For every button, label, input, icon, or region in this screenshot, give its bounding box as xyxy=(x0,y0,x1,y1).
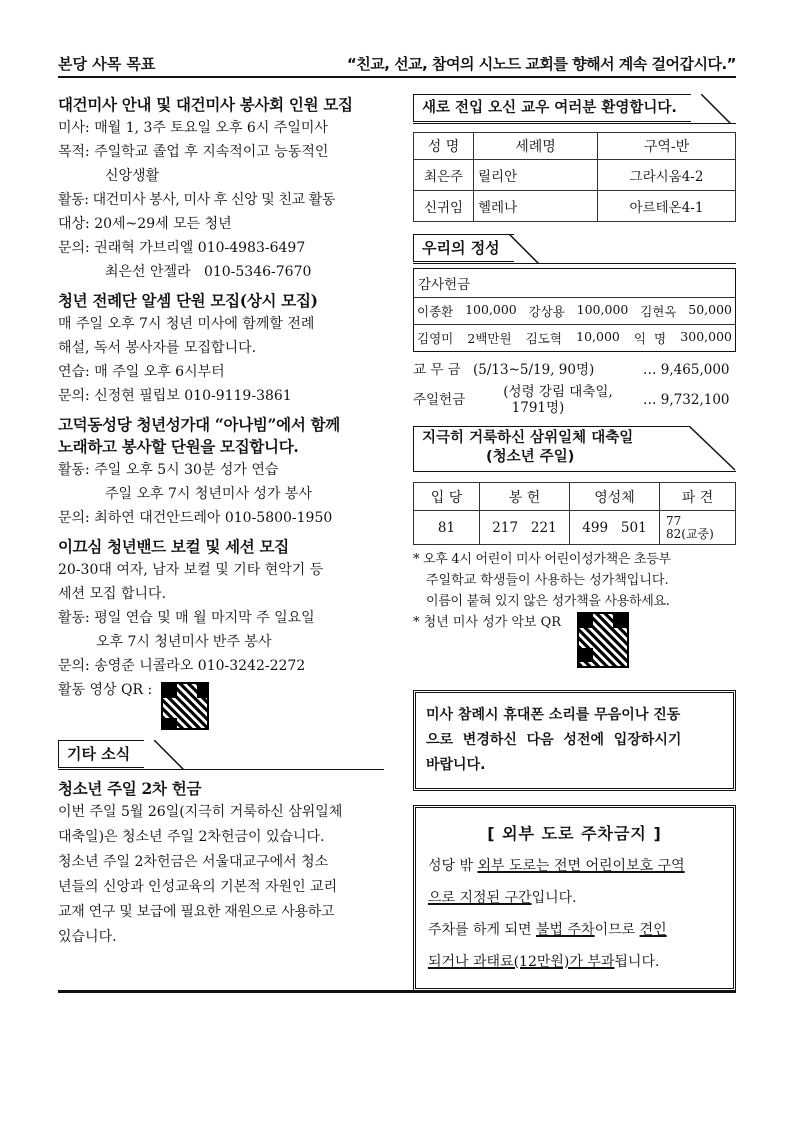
parking-line xyxy=(428,850,721,882)
section-youth-band xyxy=(58,536,384,730)
bottom-rule xyxy=(58,990,736,993)
sunday-detail-line: 1791명) xyxy=(511,400,565,416)
donor-name: 김도혁 xyxy=(525,331,562,346)
section-daegeon-mass xyxy=(58,94,384,284)
kyomu-value: … 9,465,000 xyxy=(643,362,730,378)
donor-name: 강상용 xyxy=(528,304,565,319)
table-cell: 499 501 xyxy=(570,511,660,545)
text-line: 문의: 신정현 필립보 010-9119-3861 xyxy=(58,388,292,404)
notice-line: 바랍니다. xyxy=(426,757,486,773)
offering-tag xyxy=(413,234,736,264)
section-title: 노래하고 봉사할 단원을 모집합니다. xyxy=(58,437,299,456)
thanks-row xyxy=(414,298,735,325)
parking-emph: 으로 지정된 구간 xyxy=(428,890,532,906)
sunday-offering-row xyxy=(413,384,736,416)
text-line: 이번 주일 5월 26일(지극히 거룩하신 삼위일체 xyxy=(58,804,343,820)
text-line: 활동: 주일 오후 5시 30분 성가 연습 xyxy=(58,462,279,478)
text-line: 연습: 매 주일 오후 6시부터 xyxy=(58,364,225,380)
table-header: 구역-반 xyxy=(598,133,736,160)
notes xyxy=(413,549,736,674)
donor-amount: 100,000 xyxy=(576,302,629,317)
donor-name: 김현옥 xyxy=(640,304,677,319)
table-cell: 릴리안 xyxy=(474,160,598,191)
kyomu-label: 교 무 금 xyxy=(413,362,461,378)
thanks-title: 감사헌금 xyxy=(414,269,735,298)
table-row xyxy=(414,160,736,191)
sunday-value: … 9,732,100 xyxy=(643,392,730,408)
trinity-tag xyxy=(413,426,736,472)
parking-line xyxy=(428,914,721,946)
tag-label: 새로 전입 오신 교우 여러분 환영합니다. xyxy=(413,94,691,122)
page-header xyxy=(58,56,736,78)
section-title: 대건미사 안내 및 대건미사 봉사회 인원 모집 xyxy=(58,95,353,114)
text-line: 문의: 최하연 대건안드레아 010-5800-1950 xyxy=(58,510,333,526)
donor-amount: 2백만원 xyxy=(467,331,512,346)
left-column xyxy=(58,94,384,950)
table-header: 파 견 xyxy=(660,483,736,511)
note-qr-line xyxy=(413,612,736,674)
text-line: 주일 오후 7시 청년미사 성가 봉사 xyxy=(105,486,312,502)
table-header: 영성체 xyxy=(570,483,660,511)
parking-text: 이므로 xyxy=(594,922,640,938)
text-line: 오후 7시 청년미사 반주 봉사 xyxy=(96,634,272,650)
text-line: 세션 모집 합니다. xyxy=(58,586,167,602)
parking-text: 성당 밖 xyxy=(428,858,478,874)
table-header: 입 당 xyxy=(414,483,480,511)
parking-emph: 되거나 과태료(12만원)가 부과 xyxy=(428,954,615,970)
note-line: 이름이 붙혀 있지 않은 성가책을 사용하세요. xyxy=(426,594,670,609)
phone-notice xyxy=(413,690,736,791)
notice-line: 미사 참례시 휴대폰 소리를 무음이나 진동 xyxy=(426,707,681,723)
text-line: 최은선 안젤라 010-5346-7670 xyxy=(105,264,312,280)
header-left: 본당 사목 목표 xyxy=(58,55,156,73)
welcome-table xyxy=(413,132,736,222)
tag-slant-icon xyxy=(154,740,194,770)
text-line: 년들의 신앙과 인성교육의 기본적 자원인 교리 xyxy=(58,879,338,895)
note-line: * 오후 4시 어린이 미사 어린이성가책은 초등부 xyxy=(413,552,671,567)
parking-line xyxy=(428,882,721,914)
tag-label: 기타 소식 xyxy=(58,740,144,768)
sunday-label: 주일헌금 xyxy=(413,392,466,408)
donor-name: 이종환 xyxy=(417,304,454,319)
section-youth-offering xyxy=(58,778,384,950)
sunday-detail-line: (성령 강림 대축일, xyxy=(503,384,613,400)
table-header: 봉 헌 xyxy=(480,483,570,511)
text-line: 교재 연구 및 보급에 필요한 재원으로 사용하고 xyxy=(58,904,335,920)
tag-label xyxy=(413,426,689,472)
table-cell: 아르테온4-1 xyxy=(598,191,736,222)
donor-amount: 100,000 xyxy=(465,302,517,317)
kyomu-detail: (5/13~5/19, 90명) xyxy=(473,362,595,378)
cell-line: 82(교중) xyxy=(666,526,714,541)
qr-label: 활동 영상 QR : xyxy=(58,682,153,698)
section-youth-choir xyxy=(58,414,384,530)
donor-name: 익 명 xyxy=(634,331,667,346)
donor-name: 김영미 xyxy=(417,331,454,346)
section-title: 청년 전례단 알셈 단원 모집(상시 모집) xyxy=(58,291,318,310)
tag-slant-icon xyxy=(689,426,736,472)
qr-line xyxy=(58,678,384,730)
table-cell: 헬레나 xyxy=(474,191,598,222)
text-line: 있습니다. xyxy=(58,929,117,945)
table-cell: 최은주 xyxy=(414,160,474,191)
parking-line xyxy=(428,946,721,978)
notice-line: 으로 변경하신 다음 성전에 입장하시기 xyxy=(426,732,682,748)
text-line: 문의: 권래혁 가브리엘 010-4983-6497 xyxy=(58,240,306,256)
kyomu-row xyxy=(413,360,736,380)
parking-title: [ 외부 도로 주차금지 ] xyxy=(487,824,662,843)
text-line: 해설, 독서 봉사자를 모집합니다. xyxy=(58,340,257,356)
text-line: 활동: 대건미사 봉사, 미사 후 신앙 및 친교 활동 xyxy=(58,192,335,208)
qr-code-icon[interactable] xyxy=(577,612,629,668)
donor-amount: 10,000 xyxy=(576,329,620,344)
thanks-offering-box xyxy=(413,268,736,352)
text-line: 매 주일 오후 7시 청년 미사에 함께할 전례 xyxy=(58,316,315,332)
text-line: 대축일)은 청소년 주일 2차헌금이 있습니다. xyxy=(58,829,325,845)
section-youth-liturgy xyxy=(58,290,384,408)
note-line: 주일학교 학생들이 사용하는 성가책입니다. xyxy=(426,573,669,588)
section-title: 청소년 주일 2차 헌금 xyxy=(58,779,202,798)
table-row xyxy=(414,511,736,545)
text-line: 미사: 매월 1, 3주 토요일 오후 6시 주일미사 xyxy=(58,120,328,136)
text-line: 20-30대 여자, 남자 보컬 및 기타 현악기 등 xyxy=(58,562,324,578)
tag-slant-icon xyxy=(701,94,741,124)
parking-emph: 견인 xyxy=(639,922,667,938)
parking-emph: 불법 주차 xyxy=(536,922,595,938)
text-line: 신앙생활 xyxy=(105,168,160,184)
welcome-tag xyxy=(413,94,736,124)
text-line: 활동: 평일 연습 및 매 월 마지막 주 일요일 xyxy=(58,610,315,626)
table-header: 성 명 xyxy=(414,133,474,160)
table-header: 세례명 xyxy=(474,133,598,160)
tag-line: (청소년 주일) xyxy=(486,449,575,465)
other-news-tag xyxy=(58,740,384,770)
parking-emph: 외부 도로는 전면 어린이보호 구역 xyxy=(477,858,685,874)
table-row xyxy=(414,191,736,222)
section-title: 고덕동성당 청년성가대 “아나빔”에서 함께 xyxy=(58,415,340,434)
note-line: * 청년 미사 성가 악보 QR xyxy=(413,615,562,630)
qr-code-icon[interactable] xyxy=(161,682,209,730)
parking-text: 됩니다. xyxy=(614,954,660,970)
tag-slant-icon xyxy=(509,234,549,264)
text-line: 문의: 송영준 니콜라오 010-3242-2272 xyxy=(58,658,306,674)
text-line: 대상: 20세~29세 모든 청년 xyxy=(58,216,232,232)
donor-amount: 50,000 xyxy=(688,302,732,317)
table-cell: 신귀임 xyxy=(414,191,474,222)
table-cell: 81 xyxy=(414,511,480,545)
right-column xyxy=(413,94,736,991)
parking-text: 입니다. xyxy=(531,890,577,906)
text-line: 청소년 주일 2차헌금은 서울대교구에서 청소 xyxy=(58,854,329,870)
donor-amount: 300,000 xyxy=(680,329,732,344)
sunday-detail xyxy=(473,384,643,416)
tag-label: 우리의 정성 xyxy=(413,234,514,262)
table-cell xyxy=(660,511,736,545)
header-motto: “친교, 선교, 참여의 시노드 교회를 향해서 계속 걸어갑시다.” xyxy=(346,55,736,73)
table-header-row xyxy=(414,483,736,511)
tag-line: 지극히 거룩하신 삼위일체 대축일 xyxy=(422,430,634,446)
cell-line: 77 xyxy=(666,513,682,528)
table-cell: 그라시움4-2 xyxy=(598,160,736,191)
parking-notice xyxy=(413,805,736,991)
parking-text: 주차를 하게 되면 xyxy=(428,922,537,938)
attendance-table xyxy=(413,482,736,545)
thanks-row xyxy=(414,325,735,351)
table-header-row xyxy=(414,133,736,160)
section-title: 이끄심 청년밴드 보컬 및 세션 모집 xyxy=(58,537,289,556)
text-line: 목적: 주일학교 졸업 후 지속적이고 능동적인 xyxy=(58,144,329,160)
table-cell: 217 221 xyxy=(480,511,570,545)
